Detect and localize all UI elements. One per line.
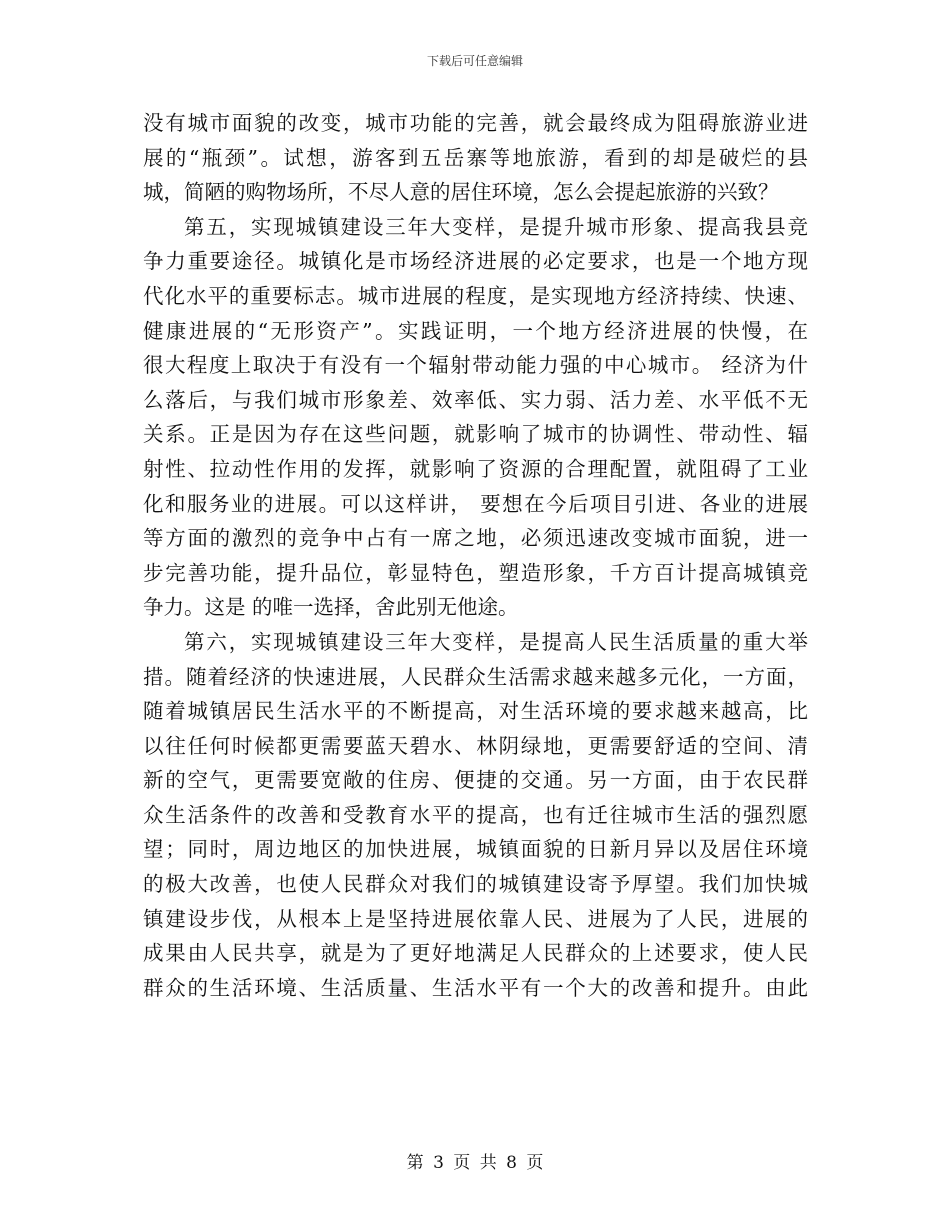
page-number-footer: 第 3 页 共 8 页 (406, 1153, 544, 1173)
text-line: 众生活条件的改善和受教育水平的提高，也有迁往城市生活的强烈愿 (143, 802, 808, 827)
text-line: 展的“瓶颈”。试想，游客到五岳寨等地旅游，看到的却是破烂的县 (143, 145, 808, 170)
text-line: 代化水平的重要标志。城市进展的程度，是实现地方经济持续、快速、 (143, 283, 808, 308)
text-line: 群众的生活环境、生活质量、生活水平有一个大的改善和提升。由此 (143, 975, 808, 1000)
text-line: 射性、拉动性作用的发挥，就影响了资源的合理配置，就阻碍了工业 (143, 456, 808, 481)
page-header: 下载后可任意编辑 (426, 54, 523, 68)
text-line: 步完善功能，提升品位，彰显特色，塑造形象，千方百计提高城镇竞 (143, 560, 808, 585)
document-body (143, 106, 808, 1005)
text-line: 很大程度上取决于有没有一个辐射带动能力强的中心城市。 经济为什 (143, 353, 808, 378)
text-line: 第六，实现城镇建设三年大变样，是提高人民生活质量的重大举 (184, 629, 808, 654)
text-line: 措。随着经济的快速进展，人民群众生活需求越来越多元化，一方面， (143, 664, 808, 689)
text-line: 第五，实现城镇建设三年大变样，是提升城市形象、提高我县竞 (184, 214, 808, 239)
text-line: 健康进展的“无形资产”。实践证明，一个地方经济进展的快慢，在 (143, 318, 808, 343)
text-line: 等方面的激烈的竞争中占有一席之地，必须迅速改变城市面貌，进一 (143, 526, 808, 551)
paragraph (143, 625, 808, 1006)
text-line: 关系。正是因为存在这些问题，就影响了城市的协调性、带动性、辐 (143, 422, 808, 447)
text-line: 么落后，与我们城市形象差、效率低、实力弱、活力差、水平低不无 (143, 387, 808, 412)
paragraph (143, 106, 808, 210)
text-line: 以往任何时候都更需要蓝天碧水、林阴绿地，更需要舒适的空间、清 (143, 733, 808, 758)
text-line: 镇建设步伐，从根本上是坚持进展依靠人民、进展为了人民，进展的 (143, 906, 808, 931)
text-line: 的极大改善，也使人民群众对我们的城镇建设寄予厚望。我们加快城 (143, 872, 808, 897)
text-line: 城，简陋的购物场所，不尽人意的居住环境，怎么会提起旅游的兴致？ (143, 180, 779, 205)
paragraph (143, 210, 808, 625)
text-line: 随着城镇居民生活水平的不断提高，对生活环境的要求越来越高，比 (143, 699, 808, 724)
text-line: 望；同时，周边地区的加快进展，城镇面貌的日新月异以及居住环境 (143, 837, 808, 862)
text-line: 没有城市面貌的改变，城市功能的完善，就会最终成为阻碍旅游业进 (143, 111, 808, 135)
text-line: 新的空气，更需要宽敞的住房、便捷的交通。另一方面，由于农民群 (143, 768, 808, 793)
text-line: 化和服务业的进展。可以这样讲， 要想在今后项目引进、各业的进展 (143, 491, 808, 516)
text-line: 成果由人民共享，就是为了更好地满足人民群众的上述要求，使人民 (143, 941, 808, 966)
text-line: 争力重要途径。城镇化是市场经济进展的必定要求，也是一个地方现 (143, 249, 808, 274)
text-line: 争力。这是 的唯一选择，舍此别无他途。 (143, 595, 519, 620)
